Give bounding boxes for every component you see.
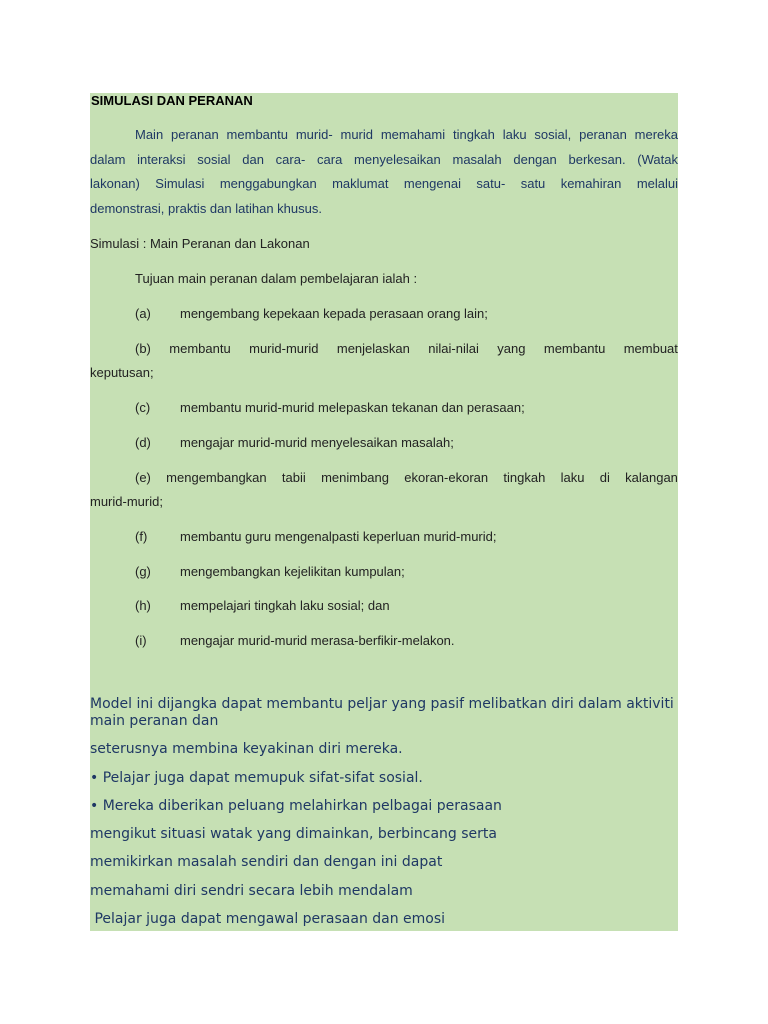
list-item-continuation: keputusan; [90,365,154,380]
intro-line: lakonan) Simulasi menggabungkan maklumat mengenai satu- satu kemahiran melalui [90,176,678,192]
list-item-text: mengajar murid-murid menyelesaikan masalah; [180,435,454,450]
list-item [90,466,678,514]
closing-line: • Mereka diberikan peluang melahirkan pelbagai perasaan [90,798,502,814]
purpose-intro: Tujuan main peranan dalam pembelajaran ialah : [135,271,418,286]
list-item-text: membantu murid-murid melepaskan tekanan dan perasaan; [180,400,525,415]
closing-line: memahami diri sendri secara lebih mendalam [90,883,413,899]
list-item-text: membantu guru mengenalpasti keperluan murid-murid; [180,529,497,544]
word: kalangan [625,470,678,485]
word: tingkah [503,470,546,485]
list-item-text: mengembang kepekaan kepada perasaan orang lain; [180,306,488,321]
word: nilai-nilai [428,341,479,356]
list-item-text: mempelajari tingkah laku sosial; dan [180,598,390,613]
model-paragraph [90,696,678,730]
closing-line: memikirkan masalah sendiri dan dengan ini dapat [90,854,443,870]
list-item-label: (f) [135,529,148,544]
list-item-justified-line [135,337,678,361]
intro-paragraph [90,123,678,222]
subheading: Simulasi : Main Peranan dan Lakonan [90,236,310,251]
word: tabii [281,470,306,485]
list-item-label: (d) [135,435,151,450]
list-item-label: (c) [135,400,151,415]
word: membuat [623,341,678,356]
intro-line: demonstrasi, praktis dan latihan khusus. [90,201,322,217]
closing-line: seterusnya membina keyakinan diri mereka. [90,741,403,757]
list-item-text: mengembangkan kejelikitan kumpulan; [180,564,405,579]
list-item-label: (e) [135,470,151,485]
word: laku [560,470,585,485]
list-item-label: (h) [135,598,151,613]
word: membantu [543,341,606,356]
list-item-text: mengajar murid-murid merasa-berfikir-melakon. [180,633,455,648]
word: membantu [169,341,231,356]
document-title: SIMULASI DAN PERANAN [91,93,253,108]
word: di [599,470,610,485]
list-item-justified-line [135,466,678,490]
word: menjelaskan [336,341,410,356]
list-item [90,337,678,385]
closing-line: • Pelajar juga dapat memupuk sifat-sifat sosial. [90,770,423,786]
word: yang [497,341,526,356]
word: ekoran-ekoran [404,470,489,485]
closing-line: Pelajar juga dapat mengawal perasaan dan emosi [90,911,446,927]
list-item-label: (b) [135,341,151,356]
list-item-label: (g) [135,564,151,579]
intro-line: dalam interaksi sosial dan cara- cara menyelesaikan masalah dengan berkesan. (Watak [90,151,678,167]
intro-line: Main peranan membantu murid- murid memahami tingkah laku sosial, peranan mereka [135,127,678,142]
list-item-continuation: murid-murid; [90,494,163,509]
model-line: main peranan dan [90,713,219,729]
closing-line: mengikut situasi watak yang dimainkan, berbincang serta [90,826,497,842]
list-item-label: (a) [135,306,151,321]
model-line: Model ini dijangka dapat membantu peljar yang pasif melibatkan diri dalam aktiviti [90,696,674,712]
word: menimbang [321,470,389,485]
word: mengembangkan [166,470,267,485]
word: murid-murid [249,341,319,356]
list-item-label: (i) [135,633,147,648]
